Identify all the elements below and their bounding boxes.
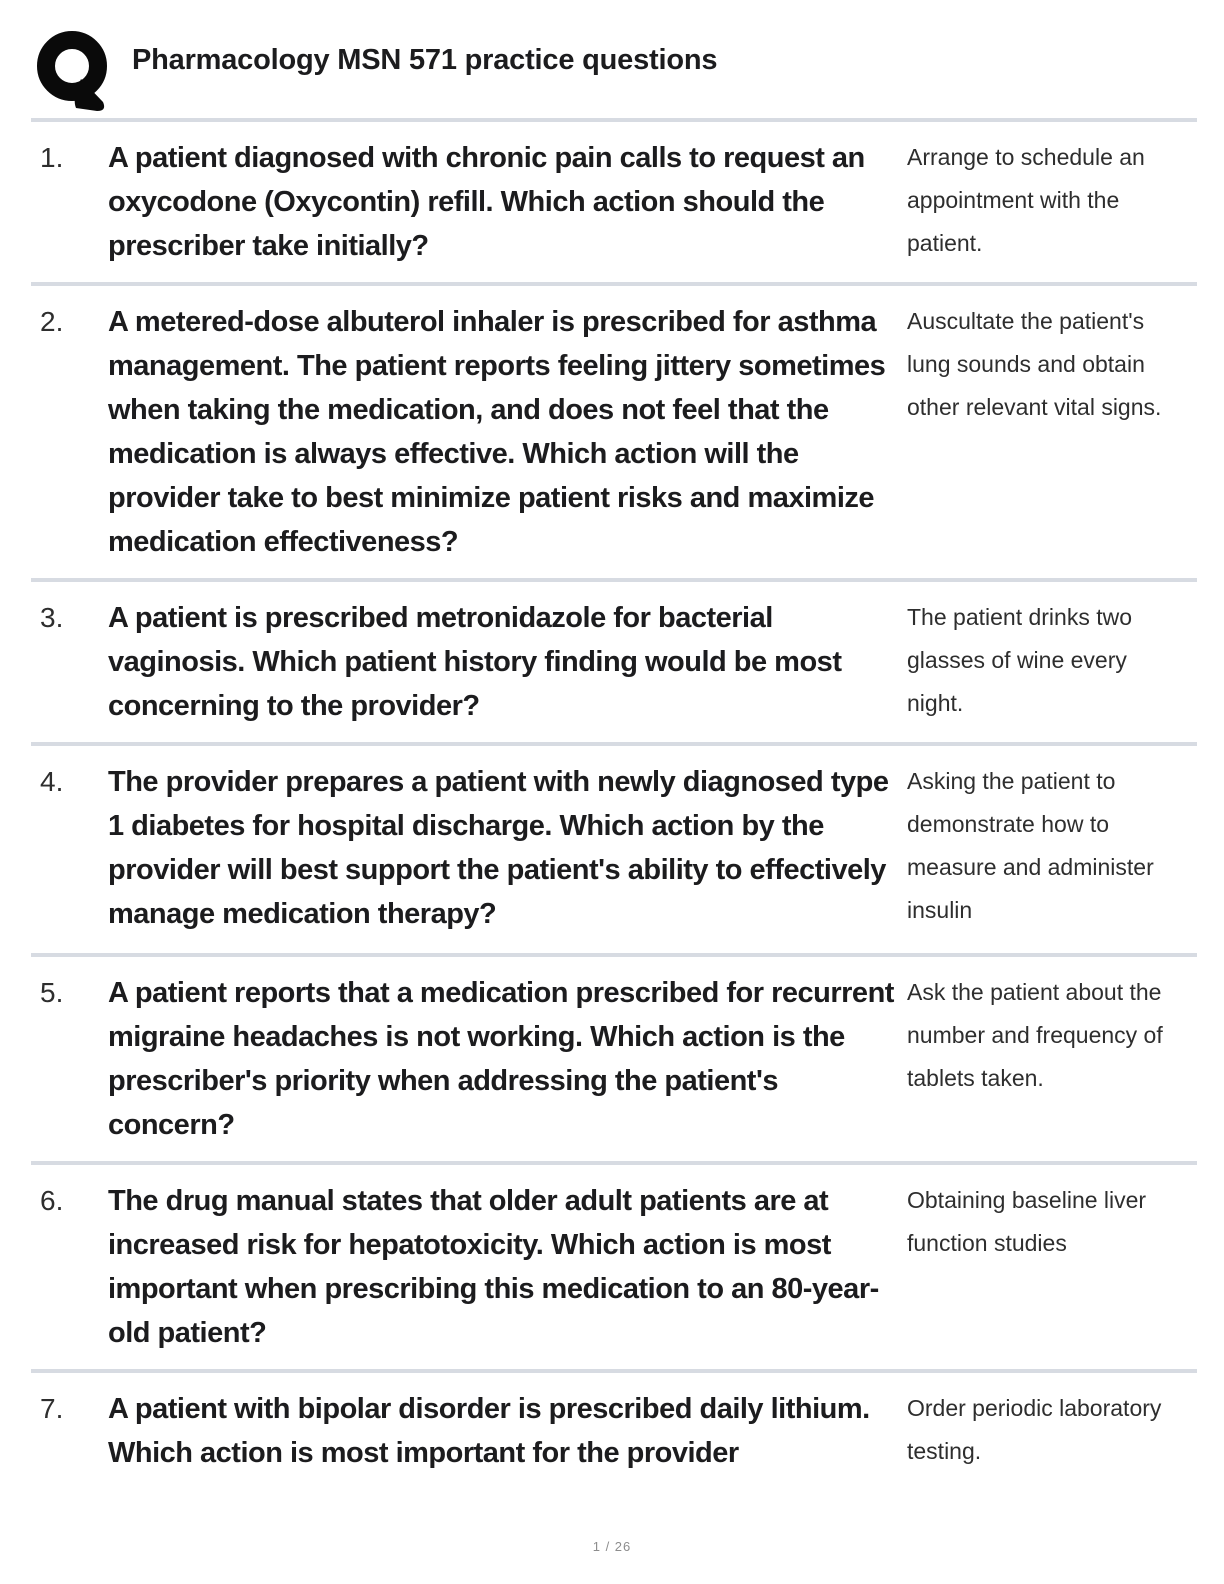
question-number: 5. (40, 977, 64, 1008)
question-number: 4. (40, 766, 64, 797)
question-text: A patient reports that a medication prescribed for recurrent migraine headaches is not working. Which action is the prescriber's priority when addressing the patient's concern? (108, 977, 894, 1141)
header (0, 0, 1224, 118)
answer-text: Asking the patient to demonstrate how to measure and administer insulin (907, 768, 1154, 923)
answer-text: Ask the patient about the number and frequency of tablets taken. (907, 979, 1163, 1091)
question-number: 7. (40, 1393, 64, 1424)
question-text: A patient with bipolar disorder is prescribed daily lithium. Which action is most important for the provider (108, 1393, 870, 1469)
answer-text: Order periodic laboratory testing. (907, 1395, 1162, 1464)
answer-text: Arrange to schedule an appointment with the patient. (907, 144, 1145, 256)
question-row (31, 282, 1197, 578)
question-row (31, 1161, 1197, 1369)
question-row (31, 742, 1197, 953)
question-row (31, 953, 1197, 1161)
question-text: A patient is prescribed metronidazole for bacterial vaginosis. Which patient history finding would be most concerning to the provider? (108, 602, 842, 722)
question-number: 3. (40, 602, 64, 633)
question-number: 2. (40, 306, 64, 337)
question-text: A patient diagnosed with chronic pain calls to request an oxycodone (Oxycontin) refill. Which action should the prescriber take initially? (108, 142, 865, 262)
question-row (31, 578, 1197, 742)
question-number: 6. (40, 1185, 64, 1216)
page-number: 1 / 26 (592, 1539, 632, 1554)
question-text: The provider prepares a patient with newly diagnosed type 1 diabetes for hospital discharge. Which action by the provider will best support the patient's ability to effectively manage medication therapy? (108, 766, 889, 930)
answer-text: The patient drinks two glasses of wine every night. (907, 604, 1133, 716)
page-title: Pharmacology MSN 571 practice questions (132, 44, 718, 76)
question-row (31, 1369, 1197, 1529)
question-text: A metered-dose albuterol inhaler is prescribed for asthma management. The patient reports feeling jittery sometimes when taking the medication, and does not feel that the medication is always effective. Which action will the provider take to best minimize patient risks and maximize medication effectiveness? (108, 306, 886, 558)
question-text: The drug manual states that older adult patients are at increased risk for hepatotoxicity. Which action is most important when prescribing this medication to an 80-year-old patient? (108, 1185, 879, 1349)
quizlet-q-icon (37, 27, 107, 114)
question-number: 1. (40, 142, 64, 173)
answer-text: Obtaining baseline liver function studies (907, 1187, 1147, 1256)
question-row (31, 118, 1197, 282)
answer-text: Auscultate the patient's lung sounds and obtain other relevant vital signs. (907, 308, 1162, 420)
